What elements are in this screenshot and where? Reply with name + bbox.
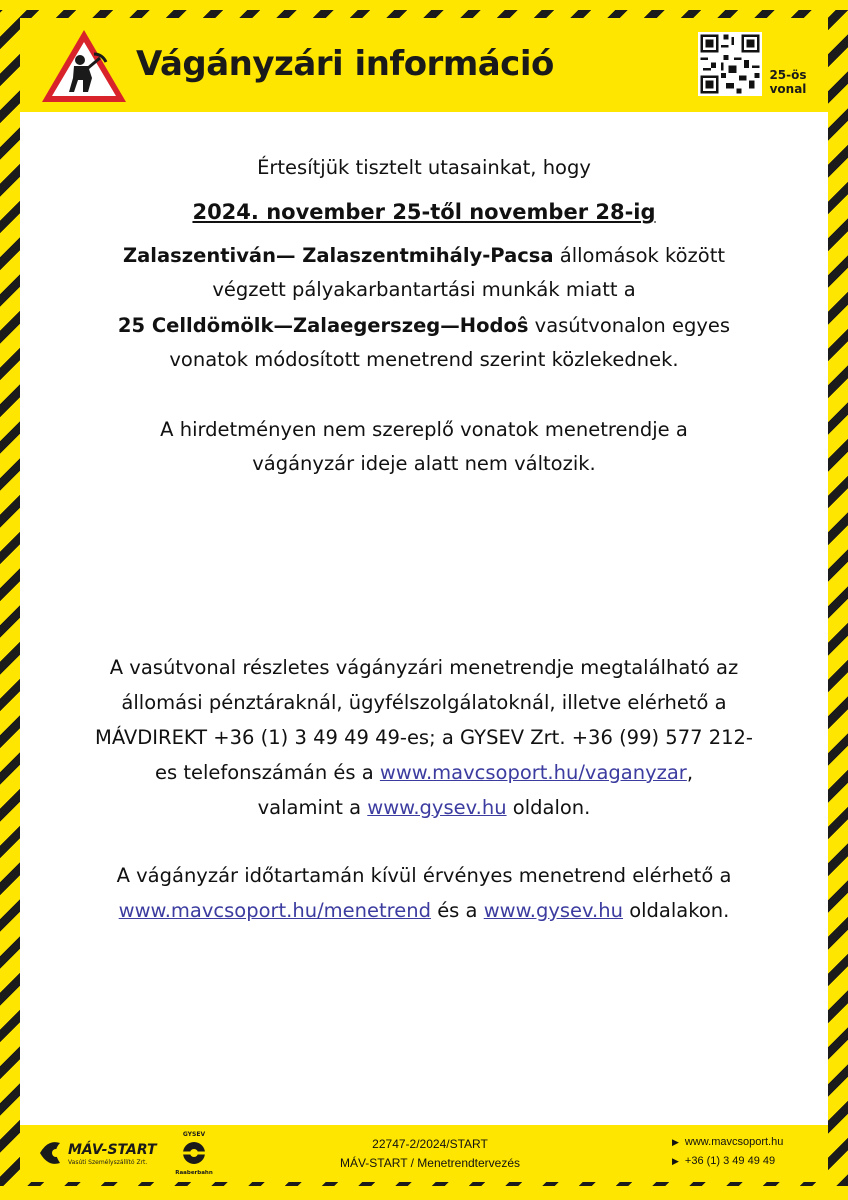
doc-number: 22747-2/2024/START — [372, 1137, 488, 1151]
notice-body — [20, 112, 828, 1125]
outside-post: oldalakon. — [629, 899, 730, 922]
details-line-5-post: oldalon. — [512, 796, 591, 819]
logo2-top: GYSEV — [182, 1131, 206, 1138]
contact-website[interactable] — [672, 1133, 822, 1152]
outside-line-1: A vágányzár időtartamán kívül érvényes menetrend elérhető a — [116, 864, 732, 887]
line-bold: 25 Celldömölk—Zalaegerszeg—Hodoŝ — [117, 314, 529, 337]
note-line-2: vágányzár ideje alatt nem változik. — [252, 452, 596, 475]
stations-bold: Zalaszentiván— Zalaszentmihály-Pacsa — [123, 244, 554, 267]
qr-code-icon[interactable] — [698, 32, 762, 96]
website-text: www.mavcsoport.hu — [684, 1136, 784, 1148]
page-title: Vágányzári információ — [136, 44, 554, 84]
bottom-band — [0, 1186, 848, 1200]
line-tag-bottom: vonal — [769, 82, 807, 96]
details-line-3: MÁVDIREKT +36 (1) 3 49 49 49-es; a GYSEV Zrt. +36 (99) 577 212- — [95, 726, 753, 749]
header — [20, 18, 828, 112]
line-tag-top: 25-ös — [769, 68, 807, 82]
logo2-bottom: Raaberbahn — [175, 1170, 213, 1176]
details-line-4 — [20, 757, 828, 789]
logo1-name: MÁV-START — [68, 1142, 157, 1158]
gysev-link[interactable]: www.gysev.hu — [367, 796, 507, 819]
details-line-4-pre: es telefonszámán és a — [154, 761, 374, 784]
mav-start-logo — [38, 1133, 166, 1173]
vaganyzar-link[interactable]: www.mavcsoport.hu/vaganyzar — [379, 761, 687, 784]
phone-text: +36 (1) 3 49 49 49 — [684, 1155, 776, 1167]
note-line-1: A hirdetményen nem szereplő vonatok menetrendje a — [160, 418, 688, 441]
date-range — [20, 196, 828, 229]
reason-line: végzett pályakarbantartási munkák miatt a — [212, 278, 636, 301]
line-rest: vasútvonalon egyes — [534, 314, 731, 337]
footer-contacts — [672, 1133, 822, 1171]
arrow-right-icon: ▶ — [672, 1137, 679, 1147]
modified-line: vonatok módosított menetrend szerint közlekednek. — [169, 348, 679, 371]
menetrend-link[interactable]: www.mavcsoport.hu/menetrend — [118, 899, 431, 922]
stations-rest: állomások között — [559, 244, 725, 267]
intro-text: Értesítjük tisztelt utasainkat, hogy — [257, 156, 591, 179]
outside-mid: és a — [437, 899, 478, 922]
footer-center — [280, 1135, 580, 1173]
logo1-sub: Vasúti Személyszállító Zrt. — [68, 1159, 148, 1166]
gysev-logo — [174, 1129, 214, 1177]
details-line-2: állomási pénztáraknál, ügyfélszolgálatoknál, illetve elérhető a — [121, 691, 727, 714]
railway-line — [20, 310, 828, 342]
department: MÁV-START / Menetrendtervezés — [339, 1156, 521, 1170]
worker-warning-icon — [38, 26, 130, 106]
date-range-text: 2024. november 25-től november 28-ig — [192, 200, 656, 224]
contact-phone[interactable] — [672, 1152, 822, 1171]
footer — [20, 1125, 828, 1182]
top-band — [0, 0, 848, 10]
outside-line-2 — [20, 895, 828, 927]
arrow-right-icon: ▶ — [672, 1156, 679, 1166]
stations-line — [20, 240, 828, 272]
line-number-tag — [762, 68, 814, 96]
gysev-link-2[interactable]: www.gysev.hu — [483, 899, 623, 922]
details-line-1: A vasútvonal részletes vágányzári menetrendje megtalálható az — [109, 656, 739, 679]
details-line-4-post: , — [686, 761, 694, 784]
details-line-5-pre: valamint a — [257, 796, 362, 819]
details-line-5 — [20, 792, 828, 824]
